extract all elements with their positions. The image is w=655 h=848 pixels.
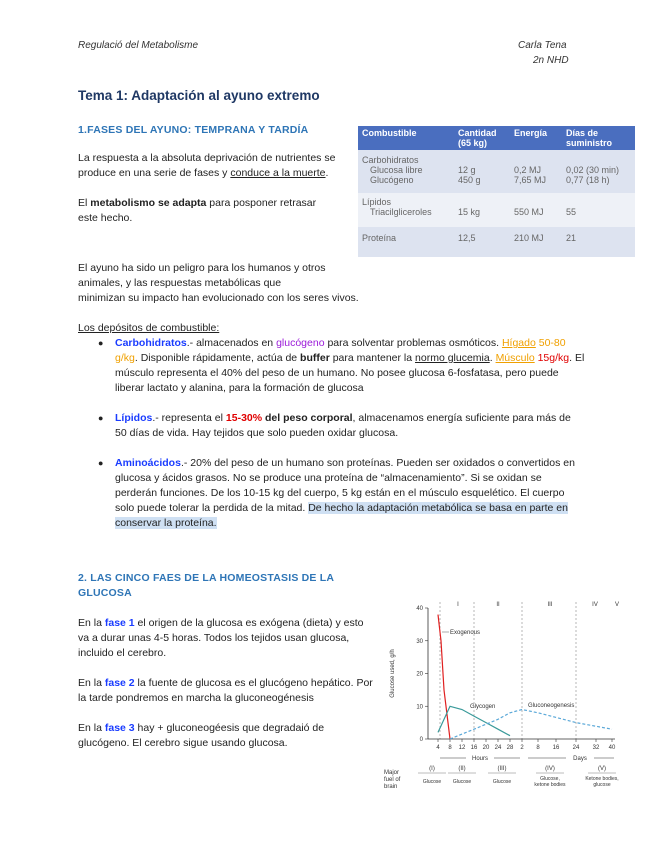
phase-label: IV [592, 602, 598, 608]
section1-body [78, 151, 336, 226]
x-hours-label: Hours [471, 756, 489, 762]
footer-fuel: Ketone bodies, [585, 776, 619, 782]
table-row: Proteína 12,5 210 MJ 21 [358, 227, 635, 257]
x-tick-label: 28 [506, 745, 514, 751]
x-tick-label: 12 [458, 745, 466, 751]
bullet-icon: ● [98, 458, 104, 468]
phase-label: II [496, 602, 500, 608]
deposits-heading: Los depósitos de combustible: [78, 322, 220, 334]
x-tick-label: 8 [536, 745, 540, 751]
x-tick-label: 16 [552, 745, 560, 751]
footer-phase: (V) [598, 766, 606, 772]
list-item-lipidos: ● Lípidos.- representa el 15-30% del peso corporal, almacenamos energía suficiente para más de 50 días de vida. Hay tejidos que solo pueden oxidar glucosa. [98, 412, 571, 439]
series-label-exogenous: Exogenous [450, 630, 481, 636]
footer-fuel: Glucose [422, 779, 442, 785]
y-tick-label: 0 [419, 737, 423, 743]
x-tick-label: 24 [572, 745, 580, 751]
conduce-link: conduce a la muerte [230, 167, 326, 179]
header-group: 2n NHD [533, 55, 569, 66]
footer-fuel: Glucose [492, 779, 512, 785]
phase-label: V [614, 602, 620, 608]
glucose-phases-chart [370, 596, 630, 796]
footer-fuel: ketone bodies [534, 782, 566, 788]
footer-row-label: brain [384, 784, 398, 790]
col-combustible: Combustible [358, 126, 454, 150]
x-tick-label: 16 [470, 745, 478, 751]
phase-label: III [547, 602, 553, 608]
y-tick-label: 10 [416, 704, 423, 711]
x-tick-label: 2 [520, 745, 524, 751]
header-author: Carla Tena [518, 40, 567, 51]
paragraph-fase3: En la fase 3 hay + gluconeogéesis que degradaió de glucógeno. El cerebro sigue usando glucosa. [78, 722, 325, 749]
col-energia: Energía [510, 126, 562, 150]
page-title: Tema 1: Adaptación al ayuno extremo [78, 88, 320, 103]
bullet-icon: ● [98, 413, 104, 423]
series-label-gluconeogenesis: Gluconeogenesis [528, 703, 575, 709]
footer-fuel: Glucose, [540, 776, 560, 782]
x-tick-label: 4 [436, 745, 440, 751]
x-days-label: Days [573, 756, 587, 762]
footer-row-label: Major [384, 770, 400, 776]
footer-phase: (I) [429, 766, 435, 772]
list-item-aminoacidos: ● Aminoácidos.- 20% del peso de un humano son proteínas. Pueden ser oxidados o convertidos en glucosa y ácidos grasos. No se produce una proteína de “almacenamiento”. Si se oxidan se perderán funciones. De los 10-15 kg del cuerpo, 5 kg están en el músculo esquelético. El cuerpo solo puede tolerar la perdida de la mitad. De hecho la adaptación metabólica se basa en parte en conservar la proteína. [98, 457, 575, 529]
footer-phase: (III) [497, 766, 507, 772]
y-tick-label: 20 [416, 671, 423, 678]
col-dias: Días de suministro [562, 126, 635, 150]
fuel-table [358, 126, 635, 257]
footer-phase: (IV) [545, 766, 555, 772]
bullet-icon: ● [98, 338, 104, 348]
table-row: Carbohidratos Glucosa libre Glucógeno 12 g 450 g 0,2 MJ 7,65 MJ 0,02 (30 min) 0,77 (18 h) [358, 150, 635, 193]
section2-body [78, 616, 374, 751]
header-subject: Regulació del Metabolisme [78, 40, 199, 51]
paragraph-ayuno: El ayuno ha sido un peligro para los humanos y otros animales, y las respuestas metabólicas que [78, 262, 326, 289]
footer-phase: (II) [458, 766, 466, 772]
footer-fuel: glucose [593, 782, 611, 788]
table-row: Lípidos Triacilgliceroles 15 kg 550 MJ 55 [358, 193, 635, 227]
y-tick-label: 30 [416, 638, 423, 645]
paragraph-fase1: En la fase 1 el origen de la glucosa es exógena (dieta) y esto va a durar unas 4-5 horas. Todos los tejidos usan glucosa, incluido el cerebro. [78, 617, 364, 659]
paragraph-metabolismo: El metabolismo se adapta para posponer retrasar este hecho. [78, 197, 317, 224]
section1-heading: 1.FASES DEL AYUNO: TEMPRANA Y TARDÍA [78, 124, 309, 136]
section2-heading: 2. LAS CINCO FAES DE LA HOMEOSTASIS DE LA GLUCOSA [78, 572, 334, 599]
list-item-carbohidratos: ● Carbohidratos.- almacenados en glucógeno para solventar problemas osmóticos. Hígado 50-80 g/kg. Disponible rápidamente, actúa de buffer para mantener la normo glucemia. Músculo 15g/kg. El músculo representa el 40% del peso de un humano. No posee glucosa 6-fosfatasa, pero puede liberar lactato y alanina, para la formación de glucosa [98, 337, 585, 394]
x-tick-label: 40 [608, 745, 616, 751]
col-cantidad: Cantidad (65 kg) [454, 126, 510, 150]
footer-row-label: fuel of [384, 777, 401, 783]
x-tick-label: 24 [494, 745, 502, 751]
paragraph-ayuno-cont: minimizan su impacto han evolucionado con los seres vivos. [78, 292, 359, 304]
y-axis-label: Glucose used, g/h [390, 649, 396, 698]
y-tick-label: 40 [416, 606, 423, 612]
deposits-list [98, 336, 585, 531]
x-tick-label: 8 [448, 745, 452, 751]
x-tick-label: 20 [482, 745, 490, 751]
paragraph-fase2: En la fase 2 la fuente de glucosa es el glucógeno hepático. Por la tarde pondremos en marcha la gluconeogénesis [78, 677, 373, 704]
x-tick-label: 32 [592, 745, 600, 751]
footer-fuel: Glucose [452, 779, 472, 785]
phase-label: I [457, 602, 459, 608]
paragraph-fases: La respuesta a la absoluta deprivación de nutrientes se produce en una serie de fases y conduce a la muerte. [78, 152, 336, 179]
series-label-glycogen: Glycogen [470, 704, 496, 710]
